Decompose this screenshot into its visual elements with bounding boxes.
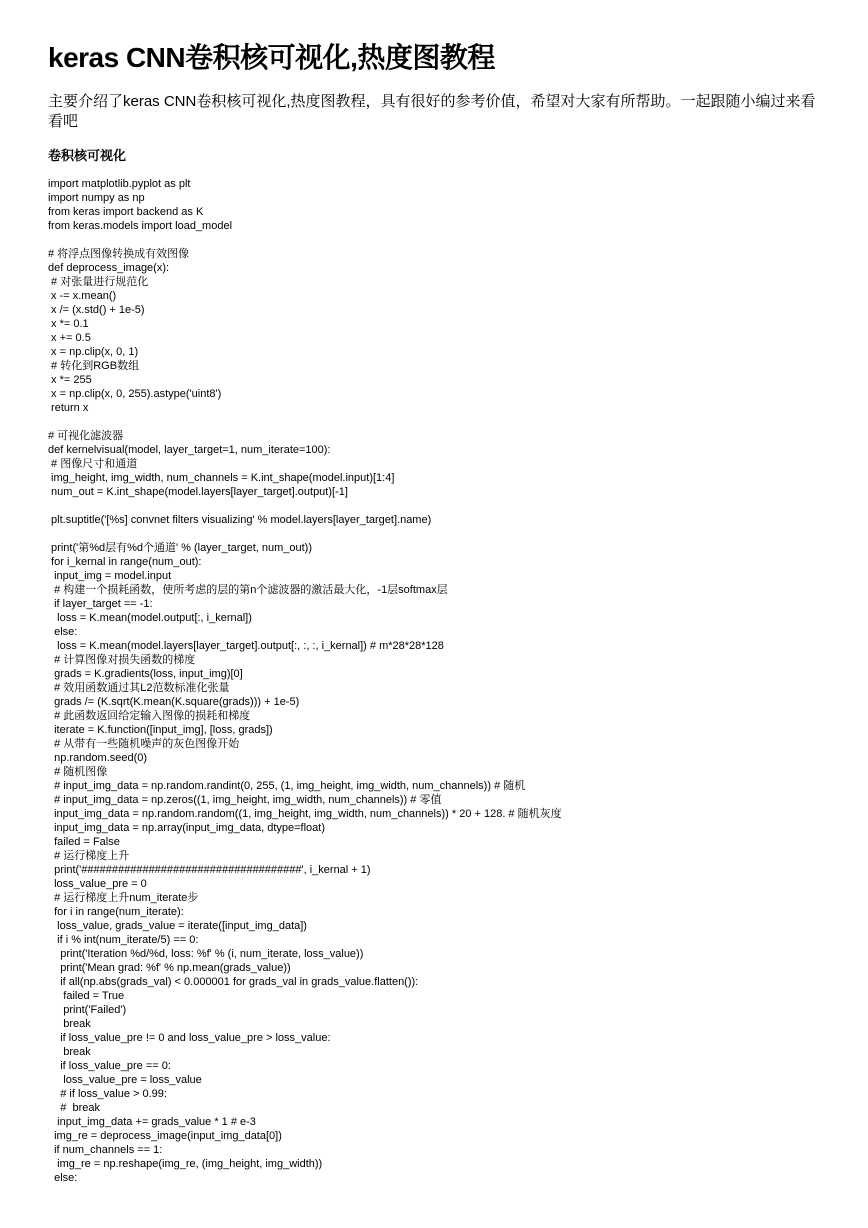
- code-line: if loss_value_pre == 0:: [48, 1060, 171, 1072]
- code-line: # 将浮点图像转换成有效图像: [48, 248, 190, 260]
- code-line: if loss_value_pre != 0 and loss_value_pre > loss_value:: [48, 1032, 331, 1044]
- code-line: x /= (x.std() + 1e-5): [48, 304, 145, 316]
- code-line: [48, 527, 562, 541]
- code-line: # 效用函数通过其L2范数标准化张量: [48, 682, 230, 694]
- code-line: def kernelvisual(model, layer_target=1, num_iterate=100):: [48, 444, 331, 456]
- code-line: grads = K.gradients(loss, input_img)[0]: [48, 668, 243, 680]
- code-line: input_img_data += grads_value * 1 # e-3: [48, 1116, 256, 1128]
- code-line: x += 0.5: [48, 332, 91, 344]
- code-line: np.random.seed(0): [48, 752, 148, 764]
- code-line: grads /= (K.sqrt(K.mean(K.square(grads))) + 1e-5): [48, 696, 300, 708]
- code-block: [48, 177, 562, 1185]
- code-line: for i_kernal in range(num_out):: [48, 556, 202, 568]
- code-line: failed = False: [48, 836, 120, 848]
- code-line: if i % int(num_iterate/5) == 0:: [48, 934, 199, 946]
- code-line: print('第%d层有%d个通道' % (layer_target, num_out)): [48, 542, 313, 554]
- code-line: iterate = K.function([input_img], [loss, grads]): [48, 724, 273, 736]
- code-line: x *= 0.1: [48, 318, 89, 330]
- code-line: # 图像尺寸和通道: [48, 458, 138, 470]
- code-line: return x: [48, 402, 89, 414]
- code-line: loss = K.mean(model.output[:, i_kernal]): [48, 612, 252, 624]
- code-line: x *= 255: [48, 374, 92, 386]
- code-line: x -= x.mean(): [48, 290, 117, 302]
- code-line: img_re = np.reshape(img_re, (img_height, img_width)): [48, 1158, 323, 1170]
- code-line: if all(np.abs(grads_val) < 0.000001 for grads_val in grads_value.flatten()):: [48, 976, 419, 988]
- article-intro: 主要介绍了keras CNN卷积核可视化,热度图教程，具有很好的参考价值，希望对大家有所帮助。一起跟随小编过来看看吧: [48, 93, 816, 130]
- code-line: # break: [48, 1102, 100, 1114]
- code-line: loss_value_pre = 0: [48, 878, 147, 890]
- code-line: [48, 233, 562, 247]
- code-line: print('Mean grad: %f' % np.mean(grads_value)): [48, 962, 291, 974]
- code-line: input_img_data = np.array(input_img_data, dtype=float): [48, 822, 326, 834]
- code-line: for i in range(num_iterate):: [48, 906, 184, 918]
- code-line: plt.suptitle('[%s] convnet filters visualizing' % model.layers[layer_target].name): [48, 514, 432, 526]
- code-line: num_out = K.int_shape(model.layers[layer_target].output)[-1]: [48, 486, 348, 498]
- code-line: x = np.clip(x, 0, 1): [48, 346, 139, 358]
- code-line: print('Iteration %d/%d, loss: %f' % (i, num_iterate, loss_value)): [48, 948, 364, 960]
- code-line: # 计算图像对损失函数的梯度: [48, 654, 196, 666]
- code-line: # 运行梯度上升: [48, 850, 130, 862]
- code-line: x = np.clip(x, 0, 255).astype('uint8'): [48, 388, 222, 400]
- code-line: from keras import backend as K: [48, 206, 204, 218]
- code-line: if num_channels == 1:: [48, 1144, 163, 1156]
- section-heading: 卷积核可视化: [48, 148, 127, 163]
- code-line: # 从带有一些随机噪声的灰色图像开始: [48, 738, 240, 750]
- code-line: # 运行梯度上升num_iterate步: [48, 892, 199, 904]
- code-line: from keras.models import load_model: [48, 220, 233, 232]
- code-line: print('Failed'): [48, 1004, 127, 1016]
- code-line: # 可视化滤波器: [48, 430, 124, 442]
- code-line: failed = True: [48, 990, 125, 1002]
- code-line: def deprocess_image(x):: [48, 262, 170, 274]
- code-line: import numpy as np: [48, 192, 145, 204]
- code-line: import matplotlib.pyplot as plt: [48, 178, 191, 190]
- code-line: img_re = deprocess_image(input_img_data[0]): [48, 1130, 282, 1142]
- code-line: # 随机图像: [48, 766, 108, 778]
- code-line: break: [48, 1018, 91, 1030]
- code-line: print('####################################', i_kernal + 1): [48, 864, 371, 876]
- code-line: if layer_target == -1:: [48, 598, 153, 610]
- code-line: [48, 499, 562, 513]
- code-line: input_img_data = np.random.random((1, img_height, img_width, num_channels)) * 20 + 128. # 随机灰度: [48, 808, 562, 820]
- code-line: # 构建一个损耗函数，使所考虑的层的第n个滤波器的激活最大化，-1层softmax层: [48, 584, 448, 596]
- code-line: # if loss_value > 0.99:: [48, 1088, 167, 1100]
- code-line: else:: [48, 1172, 78, 1184]
- code-line: loss = K.mean(model.layers[layer_target].output[:, :, :, i_kernal]) # m*28*28*128: [48, 640, 444, 652]
- code-line: else:: [48, 626, 78, 638]
- code-line: # 转化到RGB数组: [48, 360, 140, 372]
- code-line: # input_img_data = np.zeros((1, img_height, img_width, num_channels)) # 零值: [48, 794, 442, 806]
- code-line: # input_img_data = np.random.randint(0, 255, (1, img_height, img_width, num_channels)) # 随机: [48, 780, 526, 792]
- page-title: keras CNN卷积核可视化,热度图教程: [48, 42, 495, 73]
- code-line: [48, 415, 562, 429]
- code-line: # 对张量进行规范化: [48, 276, 149, 288]
- code-line: loss_value, grads_value = iterate([input_img_data]): [48, 920, 307, 932]
- code-line: loss_value_pre = loss_value: [48, 1074, 202, 1086]
- code-line: break: [48, 1046, 91, 1058]
- code-line: input_img = model.input: [48, 570, 172, 582]
- code-line: img_height, img_width, num_channels = K.int_shape(model.input)[1:4]: [48, 472, 395, 484]
- code-line: # 此函数返回给定输入图像的损耗和梯度: [48, 710, 251, 722]
